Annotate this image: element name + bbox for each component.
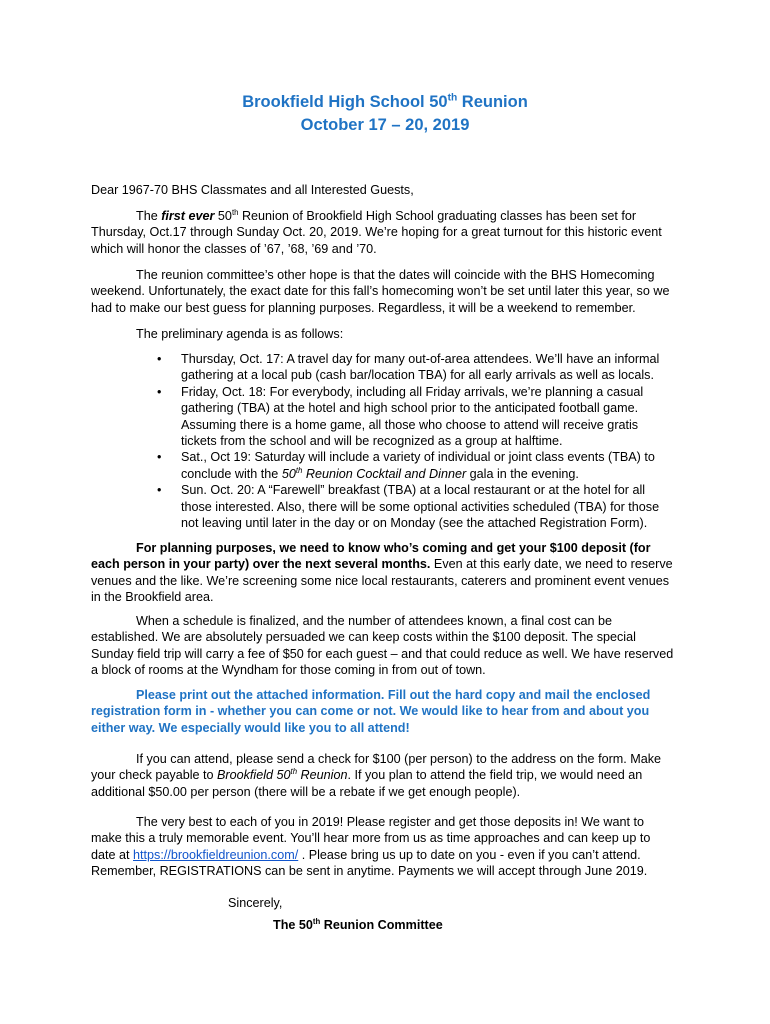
website-link[interactable]: https://brookfieldreunion.com/: [133, 847, 299, 862]
title-superscript: th: [447, 92, 458, 104]
bullet-icon: •: [157, 450, 162, 465]
bullet-icon: •: [157, 384, 162, 399]
page-subtitle-dates: October 17 – 20, 2019: [300, 116, 470, 134]
closing-text: The very best to each of you in 2019! Please register and get those deposits in! We want to make this a truly memorable event. You’ll hear more from us as time approaches and can keep up to date at: [91, 815, 651, 862]
signature-text: The 50: [273, 918, 313, 932]
agenda-item-emphasis: Reunion Cocktail and Dinner: [302, 466, 467, 481]
sign-off: Sincerely,: [228, 896, 283, 910]
paragraph-homecoming: The reunion committee’s other hope is that the dates will coincide with the BHS Homecoming weekend. Unfortunately, the exact date for this fall’s homecoming won’t be set until later this year, so we had to make our best guess for planning purposes. Regardless, it will be a weekend to remember.: [91, 268, 670, 315]
bullet-icon: •: [157, 352, 162, 366]
payment-text: If you can attend, please send a check for $100 (per person) to the address on the form. Make your check payable to: [91, 752, 662, 783]
paragraph-planning: [91, 540, 676, 606]
agenda-item-text: Thursday, Oct. 17: A travel day for many out-of-area attendees. We’ll have an informal gathering at a local pub (cash bar/location TBA) for all early arrivals as well as locals.: [181, 352, 660, 383]
agenda-item-emphasis: 50: [281, 466, 296, 481]
paragraph-costs: When a schedule is finalized, and the number of attendees known, a final cost can be established. We are absolutely persuaded we can keep costs within the $100 deposit. The special Sunday field trip will carry a fee of $50 for each guest – and that could reduce as well. We have reserved a block of rooms at the Wyndham for those coming in from out of town.: [91, 614, 674, 678]
agenda-item-superscript: th: [295, 465, 303, 475]
paragraph-agenda-intro: The preliminary agenda is as follows:: [136, 327, 344, 341]
agenda-list: [150, 351, 670, 531]
payment-superscript: th: [290, 767, 298, 777]
payment-text: . If you plan to attend the field trip, we would need an additional $50.00 per person (there will be a rebate if we get enough people).: [91, 768, 643, 799]
planning-text: Even at this early date, we need to reserve venues and the like. We’re screening some nice local restaurants, caterers and prominent event venues in the Brookfield area.: [91, 557, 673, 605]
page-title: [0, 91, 770, 113]
paragraph-payment: [91, 751, 676, 800]
payment-emphasis: Brookfield 50: [217, 768, 291, 783]
planning-emphasis: For planning purposes, we need to know who’s coming and get your $100 deposit (for each person in your party) over the next several months.: [91, 541, 651, 572]
signature-superscript: th: [312, 916, 321, 926]
signature-text: Reunion Committee: [320, 918, 443, 932]
greeting: Dear 1967-70 BHS Classmates and all Interested Guests,: [91, 183, 414, 197]
paragraph-callout: Please print out the attached information. Fill out the hard copy and mail the enclosed registration form in - whether you can come or not. We would like to hear from and about you either way. We especially would like you to all attend!: [91, 688, 651, 735]
agenda-item-text: Friday, Oct. 18: For everybody, including all Friday arrivals, we’re planning a casual gathering (TBA) at the hotel and high school prior to the anticipated football game. Assuming there is a home game, all those who choose to attend will receive gratis tickets from the school and will be recognized as a group at halftime.: [181, 384, 644, 449]
signature: [273, 917, 573, 933]
agenda-item-text: Sat., Oct 19: Saturday will include a variety of individual or joint class events (TBA) to conclude with the: [181, 450, 655, 481]
intro-emphasis: first ever: [161, 209, 215, 223]
title-text-end: Reunion: [457, 93, 528, 111]
agenda-item-thursday: [150, 351, 670, 384]
paragraph-closing: [91, 814, 676, 880]
intro-text: 50: [214, 209, 232, 223]
intro-superscript: th: [231, 207, 239, 217]
bullet-icon: •: [157, 483, 162, 498]
agenda-item-sunday: [150, 482, 670, 531]
agenda-item-text: gala in the evening.: [466, 466, 579, 481]
intro-text: Reunion of Brookfield High School graduating classes has been set for Thursday, Oct.17 through Sunday Oct. 20, 2019. We’re hoping for a great turnout for this historic event which will honor the classes of ’67, ’68, ’69 and ’70.: [91, 209, 662, 256]
closing-text: . Please bring us up to date on you - even if you can’t attend. Remember, REGISTRATIONS can be sent in anytime. Payments we will accept through June 2019.: [91, 847, 648, 879]
title-text: Brookfield High School 50: [242, 93, 448, 111]
paragraph-intro: [91, 208, 676, 257]
agenda-item-saturday: [150, 449, 670, 482]
intro-text: The: [136, 209, 162, 223]
payment-emphasis: Reunion: [297, 768, 348, 783]
agenda-item-text: Sun. Oct. 20: A “Farewell” breakfast (TBA) at a local restaurant or at the hotel for all those interested. Also, there will be some optional activities scheduled (TBA) for those not leaving until later in the day or on Monday (see the attached Registration Form).: [181, 483, 660, 531]
agenda-item-friday: [150, 384, 670, 450]
